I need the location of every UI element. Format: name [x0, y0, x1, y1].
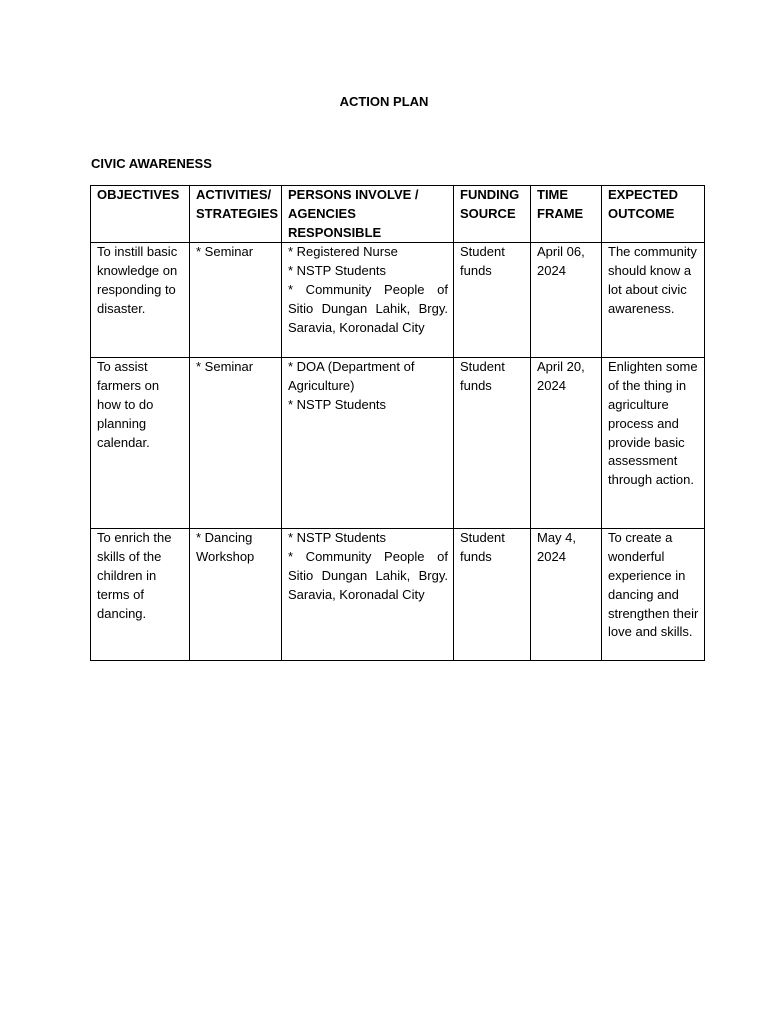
outcome-cell: To create a wonderful experience in dancing and strengthen their love and skills. [602, 529, 705, 661]
objective-cell: To assist farmers on how to do planning calendar. [91, 358, 190, 529]
funding-cell: Student funds [454, 529, 531, 661]
persons-cell [282, 358, 454, 529]
header-persons: PERSONS INVOLVE / AGENCIES RESPONSIBLE [282, 186, 454, 243]
time-frame-cell: April 20, 2024 [531, 358, 602, 529]
outcome-cell: The community should know a lot about civic awareness. [602, 243, 705, 358]
header-time-frame: TIME FRAME [531, 186, 602, 243]
person-entry: * NSTP Students [288, 396, 387, 412]
time-frame-cell: May 4, 2024 [531, 529, 602, 661]
time-frame-cell: April 06, 2024 [531, 243, 602, 358]
activity-cell: * Seminar [190, 358, 282, 529]
table-header-row [91, 186, 705, 243]
table-row [91, 529, 705, 661]
person-entry: * NSTP Students [288, 263, 387, 279]
objective-cell: To instill basic knowledge on responding to disaster. [91, 243, 190, 358]
person-entry: * Registered Nurse [288, 244, 398, 260]
header-expected-outcome: EXPECTED OUTCOME [602, 186, 705, 243]
funding-cell: Student funds [454, 358, 531, 529]
page-title: ACTION PLAN [339, 94, 429, 109]
person-entry: * Community People of Sitio Dungan Lahik, Brgy. Saravia, Koronadal City [288, 281, 448, 335]
section-title: CIVIC AWARENESS [91, 156, 212, 171]
header-objectives: OBJECTIVES [91, 186, 190, 243]
funding-cell: Student funds [454, 243, 531, 358]
activity-cell: * Dancing Workshop [190, 529, 282, 661]
person-entry: * NSTP Students [288, 530, 387, 546]
header-activities: ACTIVITIES/ STRATEGIES [190, 186, 282, 243]
header-funding: FUNDING SOURCE [454, 186, 531, 243]
table-row [91, 358, 705, 529]
activity-cell: * Seminar [190, 243, 282, 358]
objective-cell: To enrich the skills of the children in terms of dancing. [91, 529, 190, 661]
action-plan-table [90, 185, 705, 661]
person-entry: * DOA (Department of Agriculture) [288, 359, 415, 394]
person-entry: * Community People of Sitio Dungan Lahik, Brgy. Saravia, Koronadal City [288, 549, 448, 602]
persons-cell [282, 529, 454, 661]
table-row [91, 243, 705, 358]
outcome-cell: Enlighten some of the thing in agriculture process and provide basic assessment through action. [602, 358, 705, 529]
persons-cell [282, 243, 454, 358]
